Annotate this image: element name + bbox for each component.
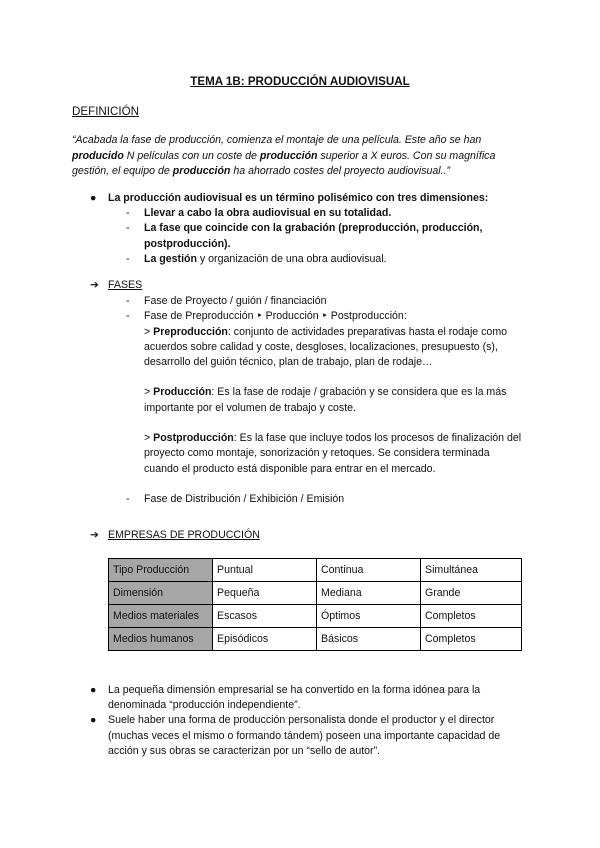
bullet-icon: ● [90, 192, 97, 204]
table-row-header: Tipo Producción [109, 559, 213, 582]
table-cell: Completos [421, 628, 522, 651]
dash-icon: - [126, 310, 130, 323]
sub-item-bold: La gestión [144, 252, 197, 265]
table-cell: Básicos [317, 628, 421, 651]
quote-text: “Acabada la fase de producción, comienza el montaje de una película. Este año se han [72, 134, 482, 146]
bullet-text: Suele haber una forma de producción personalista donde el productor y el director (muchas veces el mismo o formando tándem) poseen una importante capacidad de acción y sus obras se caracterizan por un “sello de autor”. [108, 714, 501, 757]
fase-item: Fase de Proyecto / guión / financiación [144, 295, 327, 307]
table-cell: Completos [421, 605, 522, 628]
table-cell: Pequeña [213, 582, 317, 605]
dash-icon: - [126, 222, 130, 235]
table-cell: Grande [421, 582, 522, 605]
table-cell: Puntual [213, 559, 317, 582]
document-title: TEMA 1B: PRODUCCIÓN AUDIOVISUAL [190, 75, 410, 88]
preproduccion-text: : conjunto de actividades preparativas hasta el rodaje como acuerdos sobre calidad y coste, desgloses, localizaciones, presupuesto (s), desarrollo del guión técnico, plan de trabajo, plan de rodaje… [144, 325, 508, 369]
sub-item: La fase que coincide con la grabación (preproducción, producción, postproducción). [144, 222, 483, 250]
bottom-bullets [90, 683, 530, 759]
quote-text: superior a X euros. Con su magnífica gestión, el equipo de [72, 149, 496, 177]
dash-icon: - [126, 207, 130, 220]
preproduccion-label: Preproducción [153, 325, 228, 338]
table-row [109, 628, 522, 651]
fase-item: Fase de Preproducción ‣ Producción ‣ Postproducción: [144, 310, 407, 323]
fase-item: Fase de Distribución / Exhibición / Emisión [144, 492, 345, 505]
table-row-header: Dimensión [109, 582, 213, 605]
table-row [109, 559, 522, 582]
gt-icon: > [144, 432, 151, 445]
dimensions-bullet [90, 191, 530, 267]
sub-item-rest: y organización de una obra audiovisual. [196, 252, 387, 265]
empresas-table [108, 558, 522, 651]
empresas-heading-label: EMPRESAS DE PRODUCCIÓN [108, 529, 260, 541]
bullet-text: La producción audiovisual es un término polisémico con tres dimensiones: [108, 192, 489, 204]
table-row-header: Medios materiales [109, 605, 213, 628]
quote-bold: producción [259, 149, 318, 162]
produccion-text: : Es la fase de rodaje / grabación y se considera que es la más importante por el volumen de trabajo y coste. [144, 386, 507, 414]
table-cell: Escasos [213, 605, 317, 628]
bullet-icon: ● [90, 684, 97, 696]
table-row [109, 582, 522, 605]
table-cell: Óptimos [317, 605, 421, 628]
produccion-label: Producción [153, 386, 212, 399]
empresas-heading [90, 529, 260, 541]
produccion-paragraph [144, 385, 526, 416]
postproduccion-label: Postproducción [153, 432, 234, 445]
arrow-icon: ➔ [90, 529, 99, 541]
quote-bold: producción [172, 165, 231, 177]
fases-heading-label: FASES [108, 279, 143, 291]
dash-icon: - [126, 295, 130, 307]
bullet-text: La pequeña dimensión empresarial se ha convertido en la forma idónea para la denominada “producción independiente”. [108, 684, 481, 712]
postproduccion-text: : Es la fase que incluye todos los procesos de finalización del proyecto como montaje, sonorización y retoques. Se considera terminada cuando el producto está disponible para entrar en el mercado. [144, 432, 522, 475]
table-cell: Mediana [317, 582, 421, 605]
table-cell: Episódicos [213, 628, 317, 651]
table-row [109, 605, 522, 628]
postproduccion-paragraph [144, 431, 526, 477]
table-row-header: Medios humanos [109, 628, 213, 651]
definition-quote [72, 133, 532, 180]
definicion-heading: DEFINICIÓN [72, 105, 139, 118]
dash-icon: - [126, 492, 130, 505]
dash-icon: - [126, 252, 130, 265]
fases-list [126, 294, 526, 507]
fases-heading [90, 279, 142, 291]
quote-text: ha ahorrado costes del proyecto audiovisual..” [230, 165, 451, 177]
quote-text: N películas con un coste de [123, 149, 260, 162]
sub-item [144, 252, 387, 267]
preproduccion-paragraph [144, 325, 526, 371]
gt-icon: > [144, 386, 151, 399]
sub-item: Llevar a cabo la obra audiovisual en su totalidad. [144, 207, 392, 220]
arrow-icon: ➔ [90, 279, 99, 291]
table-cell: Simultánea [421, 559, 522, 582]
bullet-icon: ● [90, 714, 97, 727]
quote-bold: producido [72, 149, 124, 162]
table-cell: Continua [317, 559, 421, 582]
gt-icon: > [144, 325, 151, 338]
